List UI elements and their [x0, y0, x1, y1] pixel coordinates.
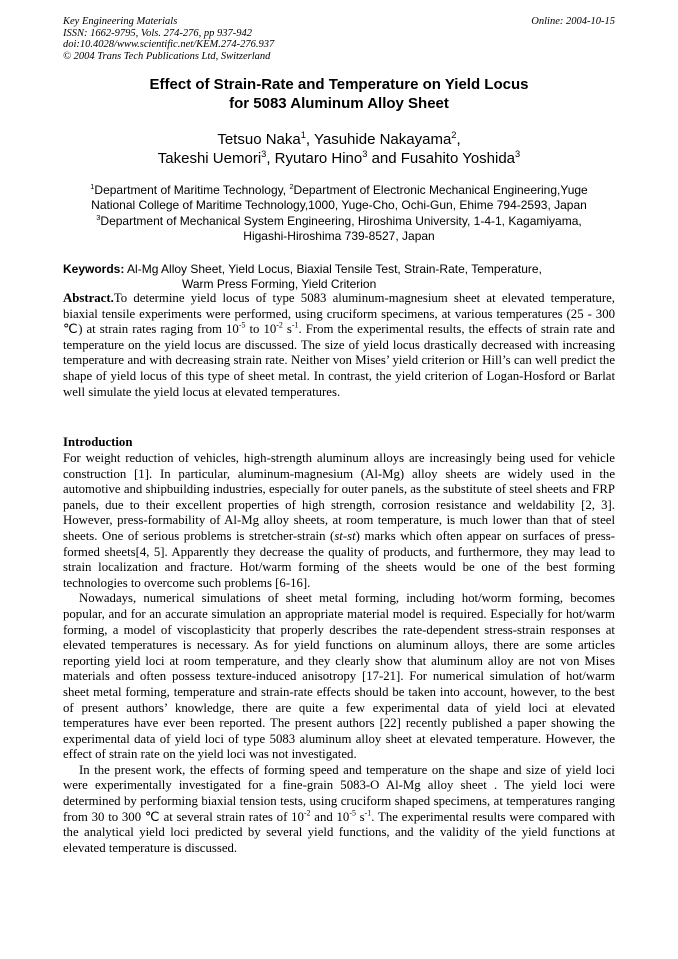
abstract-text: to 10 — [245, 322, 277, 337]
affiliations — [63, 183, 615, 244]
italic-term: st-st — [334, 528, 356, 543]
intro-paragraph-3 — [63, 763, 615, 857]
author-name: Yasuhide Nakayama — [313, 131, 452, 148]
affiliation-line-1 — [63, 183, 615, 198]
intro-paragraph-2: Nowadays, numerical simulations of sheet metal forming, including hot/worm forming, becomes popular, and for an accurate simulation an appropriate material model is required. Especially for hot/warm forming, a model of viscoplasticity that properly describes the rate-dependent stress-strain responses at elevated temperatures is necessary. As for yield functions on aluminum alloys, there are some articles reporting yield loci at room temperature, and they clearly show that aluminum alloy are not von Mises materials and often possess texture-induced anisotropy [17-21]. For numerical simulation of hot/warm sheet metal forming, temperature and strain-rate effects should be taken into account, however, to the best of present authors’ knowledge, there are quite a few experimental data of yield loci at elevated temperatures have ever been reported. The present authors [22] recently published a paper showing the experimental data of yield loci of type 5083 aluminum alloy sheet at elevated temperature. However, the effect of strain rate on the yield loci was not investigated. — [63, 591, 615, 762]
paper-title — [63, 76, 615, 113]
publication-info — [63, 16, 274, 62]
author-name: Ryutaro Hino — [274, 150, 363, 167]
affiliation-marker: 1 — [300, 130, 306, 140]
affiliation-line-4: Higashi-Hiroshima 739-8527, Japan — [243, 228, 435, 243]
title-line-1: Effect of Strain-Rate and Temperature on Yield Locus — [149, 76, 529, 93]
paragraph-text: s — [355, 809, 365, 824]
introduction-body — [63, 451, 615, 856]
affiliation-text: Department of Electronic Mechanical Engineering,Yuge — [293, 183, 588, 197]
paragraph-text: ) marks which often appear on surfaces of press-formed sheets[4, 5]. Apparently they decrease the quality of products, and furthermore, they may lead to strain localization and fracture. Hot/warm forming of the sheets would be one of the best forming technologies to overcome such problems [6-16]. — [63, 528, 616, 590]
keywords — [63, 262, 615, 292]
exponent: -5 — [349, 808, 356, 818]
abstract-paragraph — [63, 291, 615, 400]
affiliation-marker: 3 — [261, 149, 267, 159]
introduction-heading: Introduction — [63, 435, 133, 449]
affiliation-marker: 3 — [362, 149, 368, 159]
affiliation-text: Department of Mechanical System Engineering, Hiroshima University, 1-4-1, Kagamiyama, — [100, 213, 582, 228]
abstract-text: s — [282, 322, 292, 337]
paragraph-text: . The experimental results were compared with the analytical yield loci predicted by several yield functions, and the validity of the yield functions at elevated temperature is discussed. — [63, 809, 615, 855]
affiliation-marker: 2 — [451, 130, 457, 140]
exponent: -5 — [238, 320, 246, 330]
author-name: Fusahito Yoshida — [400, 150, 516, 167]
affiliation-marker: 3 — [96, 212, 101, 222]
paragraph-text: and 10 — [310, 809, 350, 824]
issn-line: ISSN: 1662-9795, Vols. 274-276, pp 937-942 — [63, 27, 252, 39]
author-list — [63, 130, 615, 168]
affiliation-text: Department of Maritime Technology, — [94, 183, 290, 197]
journal-name: Key Engineering Materials — [63, 16, 178, 27]
affiliation-marker: 3 — [515, 149, 521, 159]
abstract-label: Abstract. — [63, 291, 114, 305]
keywords-line-1: Al-Mg Alloy Sheet, Yield Locus, Biaxial Tensile Test, Strain-Rate, Temperature, — [127, 262, 542, 276]
keywords-label: Keywords: — [63, 262, 125, 276]
abstract-text: To determine yield locus of type 5083 aluminum-magnesium sheet at elevated temperature, biaxial tensile experiments were performed, using cruciform specimens, at various temperatures (25 - 300 ℃) at strain rates raging from 10 — [63, 291, 615, 337]
paragraph-text: For weight reduction of vehicles, high-strength aluminum alloys are increasingly being used for vehicle construction [1]. In particular, aluminum-magnesium (Al-Mg) alloy sheets are widely used in the automotive and shipbuilding industries, especially for outer panels, as the substitute of steel sheets and FRP panels, due to their excellent properties of high strength, corrosion resistance and weldability [2, 3]. However, press-formability of Al-Mg alloy sheets, at room temperature, is much lower than that of steel sheets. One of serious problems is stretcher-strain ( — [63, 451, 615, 543]
author-name: Takeshi Uemori — [157, 150, 262, 167]
exponent: -2 — [276, 320, 283, 330]
affiliation-line-3 — [63, 214, 615, 229]
copyright-line: © 2004 Trans Tech Publications Ltd, Switzerland — [63, 50, 271, 62]
doi-line: doi:10.4028/www.scientific.net/KEM.274-276.937 — [63, 39, 275, 50]
abstract-text: . From the experimental results, the effects of strain rate and temperature on the yield locus are discussed. The size of yield locus drastically decreased with increasing temperature and with decreasing strain rate. Neither von Mises’ yield criterion or Hill’s can well predict the shape of yield locus of this type of sheet metal. In contrast, the yield criterion of Logan-Hosford or Barlat well simulate the yield locus at elevated temperatures. — [63, 322, 615, 399]
author-conjunction: and — [371, 150, 397, 167]
affiliation-marker: 2 — [289, 182, 294, 191]
online-date: Online: 2004-10-15 — [531, 16, 615, 27]
author-line-1: Tetsuo Naka$^1$, Yasuhide Nakayama$^2$, — [217, 130, 461, 148]
exponent: -1 — [291, 320, 299, 330]
intro-paragraph-1 — [63, 451, 615, 591]
author-name: Tetsuo Naka — [217, 131, 301, 148]
affiliation-line-2: National College of Maritime Technology,1000, Yuge-Cho, Ochi-Gun, Ehime 794-2593, Japan — [91, 198, 587, 213]
author-line-2: Takeshi Uemori$^3$, Ryutaro Hino$^3$ and Fusahito Yoshida$^3$ — [157, 149, 521, 167]
keywords-line-2: Warm Press Forming, Yield Criterion — [182, 277, 377, 291]
affiliation-marker: 1 — [90, 182, 95, 191]
exponent: -1 — [364, 808, 372, 818]
title-line-2: for 5083 Aluminum Alloy Sheet — [229, 94, 449, 112]
paragraph-text: In the present work, the effects of forming speed and temperature on the shape and size of yield loci were experimentally investigated for a fine-grain 5083-O Al-Mg alloy sheet . The yield loci were determined by performing biaxial tension tests, using cruciform shaped specimens, at temperatures ranging from 30 to 300 ℃ at several strain rates of 10 — [63, 762, 615, 824]
abstract — [63, 291, 615, 400]
exponent: -2 — [303, 808, 311, 818]
